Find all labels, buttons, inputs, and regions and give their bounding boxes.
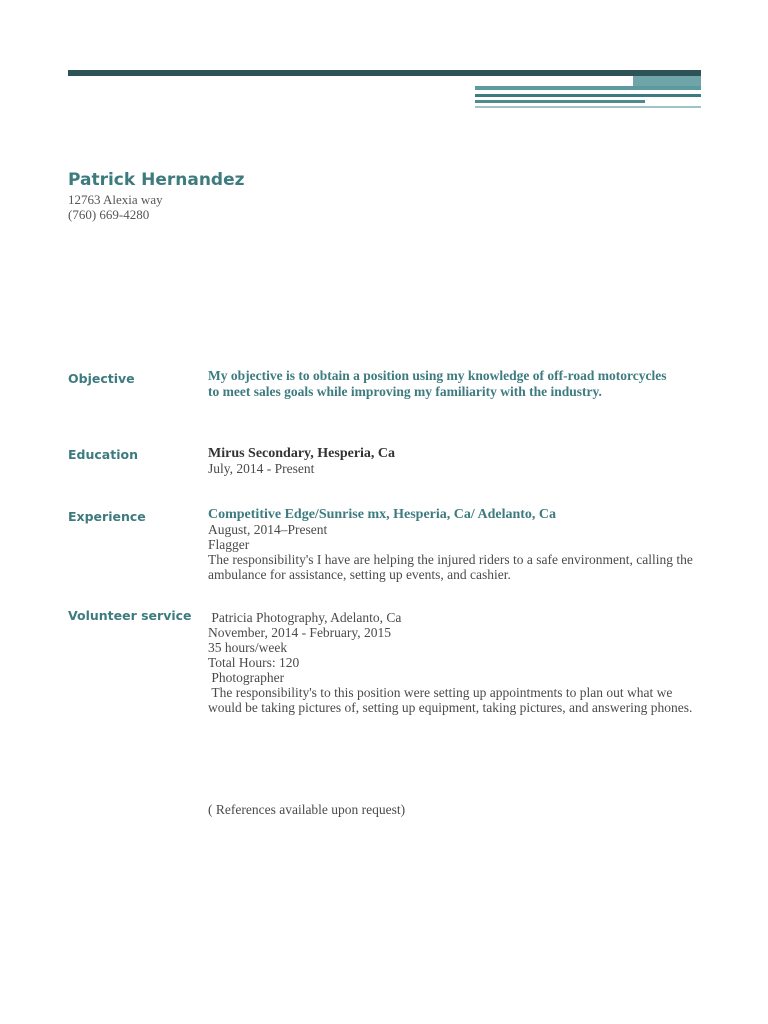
experience-description: The responsibility's I have are helping the injured riders to a safe environment, calling the ambulance for assistance, setting up events, and cashier. [208,552,697,582]
education-school: Mirus Secondary, Hesperia, Ca [208,446,396,461]
candidate-name: Patrick Hernandez [68,170,245,190]
header-bar-accent [633,76,701,86]
header-bar-top [68,70,701,76]
experience-employer: Competitive Edge/Sunrise mx, Hesperia, Ca/ Adelanto, Ca [208,507,557,522]
references-note: ( References available upon request) [208,802,406,817]
volunteer-description: The responsibility's to this position were setting up appointments to plan out what we would be taking pictures of, setting up equipment, taking pictures, and answering phones. [208,685,693,715]
header-stripe-2 [475,94,701,97]
volunteer-heading: Volunteer service [68,608,192,623]
experience-heading: Experience [68,509,146,524]
experience-dates: August, 2014–Present [208,522,328,537]
volunteer-total-hours: Total Hours: 120 [208,655,300,670]
education-dates: July, 2014 - Present [208,461,315,476]
objective-heading: Objective [68,371,135,386]
contact-address: 12763 Alexia way [68,192,163,207]
experience-title: Flagger [208,537,250,552]
volunteer-organization: Patricia Photography, Adelanto, Ca [208,610,402,625]
header-stripe-4 [475,106,701,108]
contact-phone: (760) 669-4280 [68,207,150,222]
objective-text: My objective is to obtain a position using my knowledge of off-road motorcycles to meet sales goals while improving my familiarity with the industry. [208,368,667,399]
experience-body [208,507,698,582]
volunteer-dates: November, 2014 - February, 2015 [208,625,392,640]
header-stripe-1 [475,86,701,90]
volunteer-hours-per-week: 35 hours/week [208,640,288,655]
header-stripe-3 [475,100,645,103]
education-heading: Education [68,447,138,462]
volunteer-body [208,610,698,715]
volunteer-role: Photographer [208,670,285,685]
education-body [208,446,698,476]
